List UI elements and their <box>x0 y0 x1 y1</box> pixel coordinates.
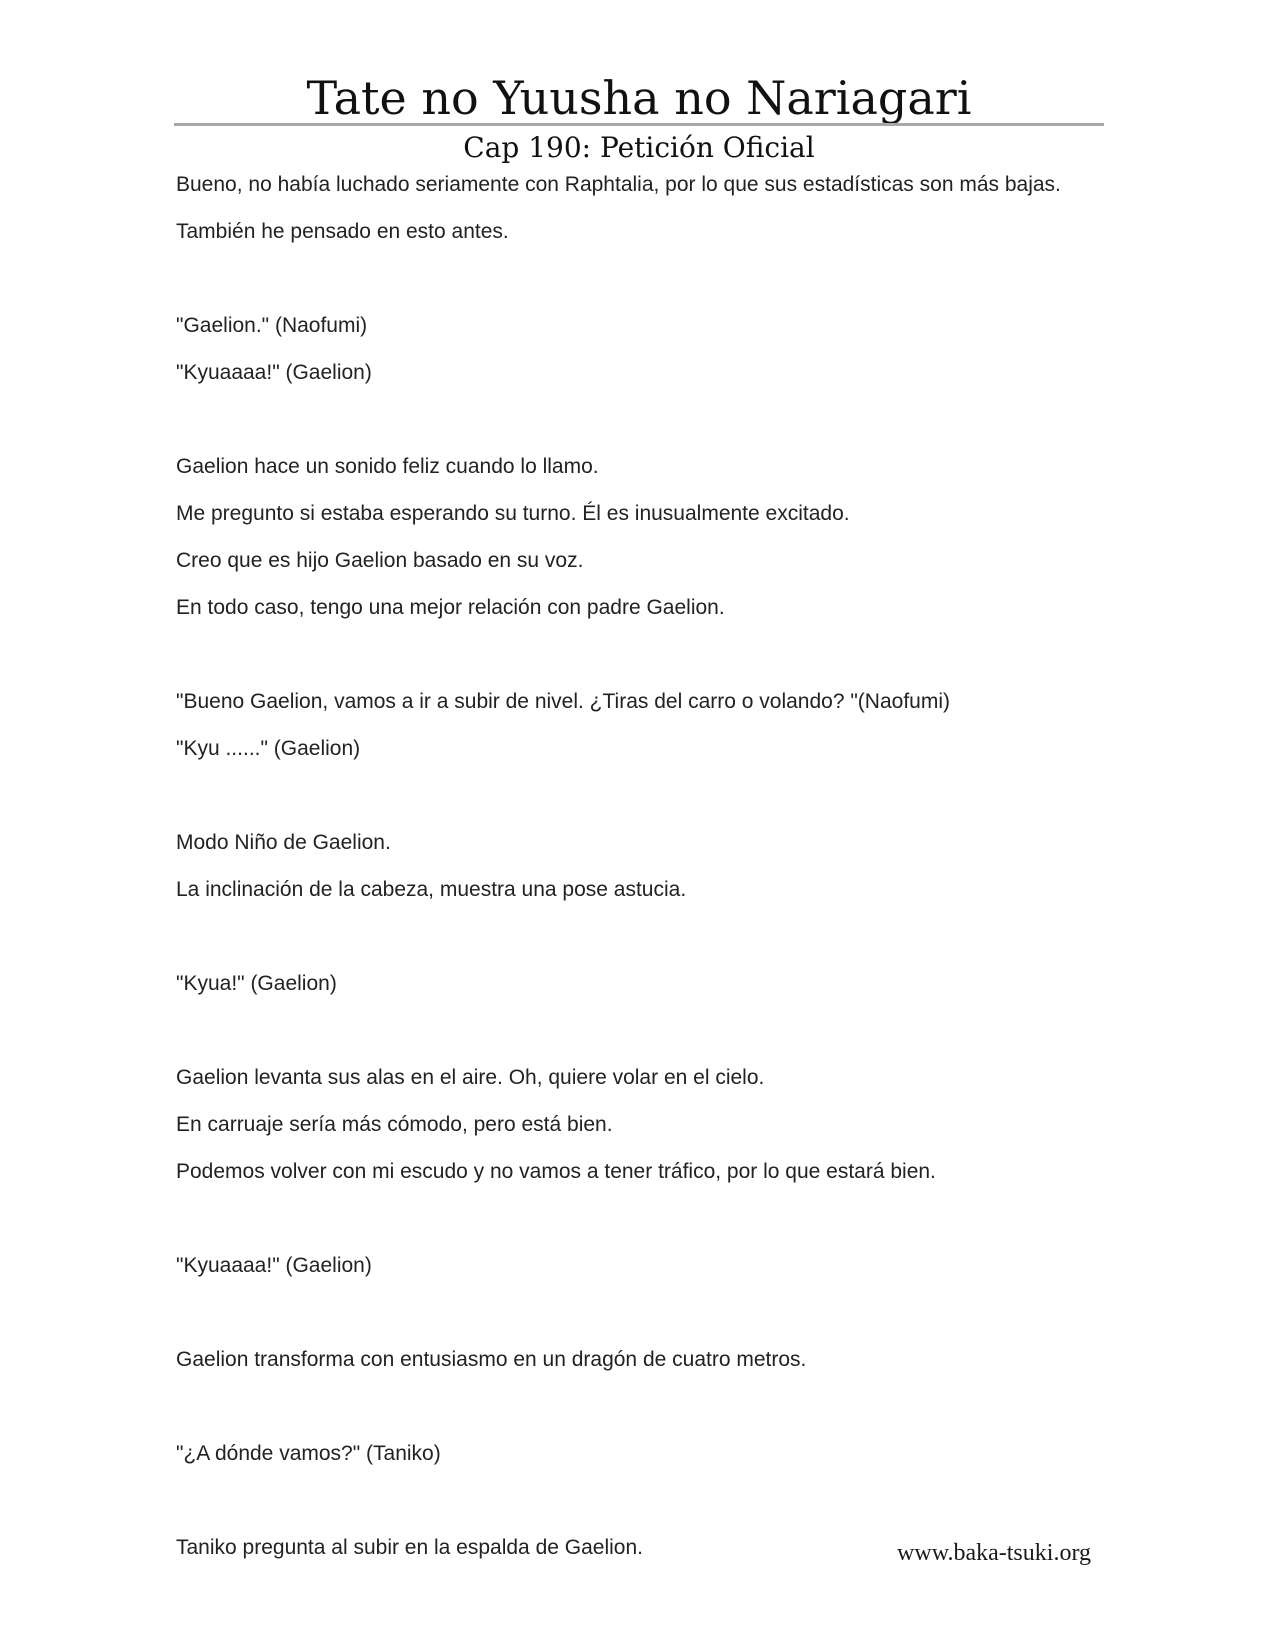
chapter-body <box>176 168 1076 1578</box>
paragraph: Bueno, no había luchado seriamente con Raphtalia, por lo que sus estadísticas son más bajas. <box>176 173 1061 196</box>
paragraph: "¿A dónde vamos?" (Taniko) <box>176 1442 441 1465</box>
paragraph: Gaelion levanta sus alas en el aire. Oh, quiere volar en el cielo. <box>176 1066 765 1089</box>
paragraph: "Kyua!" (Gaelion) <box>176 972 337 995</box>
paragraph: "Kyuaaaa!" (Gaelion) <box>176 361 372 384</box>
paragraph: Taniko pregunta al subir en la espalda de Gaelion. <box>176 1536 643 1559</box>
paragraph: Me pregunto si estaba esperando su turno. Él es inusualmente excitado. <box>176 502 850 525</box>
paragraph: También he pensado en esto antes. <box>176 220 509 243</box>
paragraph: Gaelion transforma con entusiasmo en un dragón de cuatro metros. <box>176 1348 807 1371</box>
blank-line <box>176 1014 1076 1048</box>
blank-line <box>176 779 1076 813</box>
blank-line <box>176 403 1076 437</box>
paragraph: En todo caso, tengo una mejor relación con padre Gaelion. <box>176 596 725 619</box>
paragraph: La inclinación de la cabeza, muestra una pose astucia. <box>176 878 687 901</box>
blank-line <box>176 1390 1076 1424</box>
paragraph: "Kyuaaaa!" (Gaelion) <box>176 1254 372 1277</box>
blank-line <box>176 262 1076 296</box>
blank-line <box>176 920 1076 954</box>
paragraph: "Kyu ......" (Gaelion) <box>176 737 361 760</box>
paragraph: Gaelion hace un sonido feliz cuando lo llamo. <box>176 455 599 478</box>
blank-line <box>176 638 1076 672</box>
paragraph: Modo Niño de Gaelion. <box>176 831 391 854</box>
paragraph: "Bueno Gaelion, vamos a ir a subir de nivel. ¿Tiras del carro o volando? "(Naofumi) <box>176 690 950 713</box>
footer-website-url: www.baka-tsuki.org <box>897 1540 1091 1566</box>
document-title: Tate no Yuusha no Nariagari <box>306 71 972 125</box>
blank-line <box>176 1202 1076 1236</box>
paragraph: En carruaje sería más cómodo, pero está bien. <box>176 1113 613 1136</box>
blank-line <box>176 1484 1076 1518</box>
chapter-heading: Cap 190: Petición Oficial <box>463 131 815 164</box>
title-underline-divider <box>174 123 1104 126</box>
paragraph: Podemos volver con mi escudo y no vamos a tener tráfico, por lo que estará bien. <box>176 1160 936 1183</box>
paragraph: "Gaelion." (Naofumi) <box>176 314 368 337</box>
blank-line <box>176 1296 1076 1330</box>
paragraph: Creo que es hijo Gaelion basado en su voz. <box>176 549 584 572</box>
